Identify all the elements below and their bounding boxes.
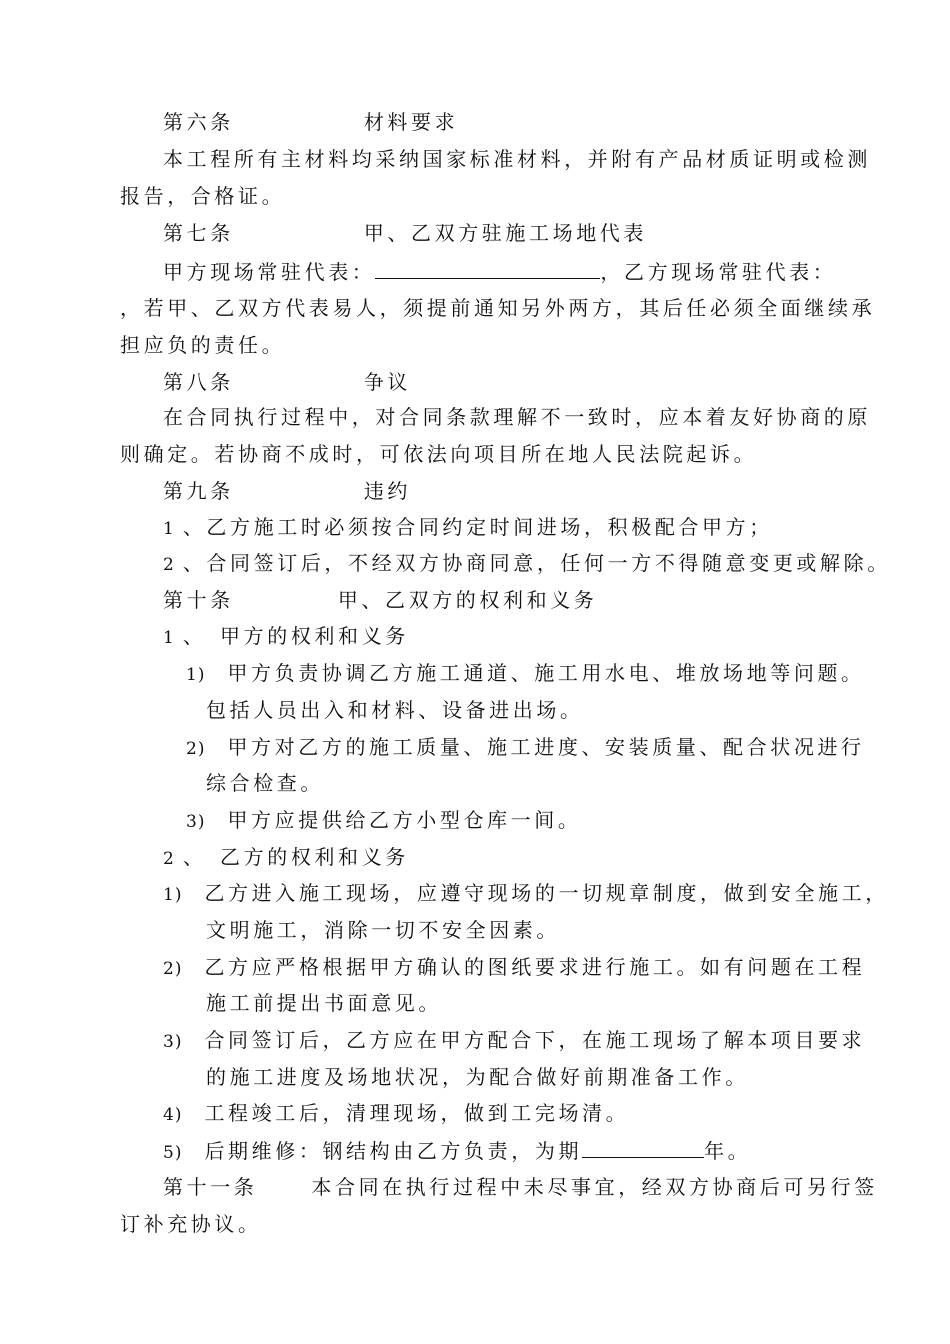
- article8-paragraph-line2: 则确定。若协商不成时，可依法向项目所在地人民法院起诉。: [120, 442, 758, 466]
- article7-heading: 第七条: [163, 221, 234, 245]
- partB-number: 2: [163, 849, 175, 869]
- article11-line1: [163, 1175, 878, 1199]
- article9-heading-line: [163, 479, 411, 503]
- partA-title: 、 甲方的权利和义务: [182, 624, 409, 648]
- article11-text1: 本合同在执行过程中未尽事宜，经双方协商后可另行签: [311, 1175, 878, 1199]
- partA-number: 1: [163, 628, 175, 648]
- a1-line2: 包括人员出入和材料、设备进出场。: [206, 698, 584, 722]
- b2-text1: 乙方应严格根据甲方确认的图纸要求进行施工。如有问题在工程: [204, 955, 866, 979]
- a1-number: 1): [186, 665, 206, 685]
- a1-line1: [186, 661, 865, 687]
- a3-text1: 甲方应提供给乙方小型仓库一间。: [227, 808, 582, 832]
- article9-item1-number: 1: [163, 519, 175, 539]
- article6-heading-line: [163, 110, 458, 134]
- article6-heading: 第六条: [163, 110, 234, 134]
- a1-text1: 甲方负责协调乙方施工通道、施工用水电、堆放场地等问题。: [227, 661, 865, 685]
- article10-title: 甲、乙双方的权利和义务: [337, 588, 598, 612]
- b3-line2: 的施工进度及场地状况，为配合做好前期准备工作。: [206, 1065, 749, 1089]
- b1-line2: 文明施工，消除一切不安全因素。: [206, 918, 560, 942]
- b4-text1: 工程竣工后，清理现场，做到工完场清。: [204, 1101, 630, 1125]
- article10-heading: 第十条: [163, 588, 234, 612]
- b2-line2: 施工前提出书面意见。: [206, 991, 442, 1015]
- article8-heading-line: [163, 370, 411, 394]
- b5-line1: [163, 1138, 751, 1165]
- article9-item2-text: 、合同签订后，不经双方协商同意，任何一方不得随意变更或解除。: [182, 551, 891, 575]
- article8-title: 争议: [363, 370, 412, 394]
- b3-number: 3): [163, 1032, 183, 1052]
- article7-heading-line: [163, 221, 647, 245]
- article10-partA-title-line: [163, 624, 409, 650]
- b1-number: 1): [163, 885, 183, 905]
- article7-paragraph-line2: ，若甲、乙双方代表易人，须提前通知另外两方，其后任必须全面继续承: [120, 296, 876, 320]
- a2-text1: 甲方对乙方的施工质量、施工进度、安装质量、配合状况进行: [227, 735, 865, 759]
- partB-title: 、 乙方的权利和义务: [182, 845, 409, 869]
- a3-number: 3): [186, 812, 206, 832]
- b4-line1: [163, 1101, 629, 1127]
- article9-item1: [163, 515, 773, 541]
- article9-item2: [163, 551, 891, 577]
- rep-a-label: 甲方现场常驻代表：: [163, 260, 376, 284]
- a3-line1: [186, 808, 581, 834]
- rep-b-label: ，乙方现场常驻代表：: [600, 260, 837, 284]
- a2-line2: 综合检查。: [206, 771, 324, 795]
- article9-item2-number: 2: [163, 555, 175, 575]
- article7-title: 甲、乙双方驻施工场地代表: [363, 221, 648, 245]
- b5-number: 5): [163, 1143, 183, 1163]
- article9-heading: 第九条: [163, 479, 234, 503]
- article7-paragraph-line3: 担应负的责任。: [120, 333, 286, 357]
- maintenance-years-blank: [582, 1138, 704, 1158]
- article6-paragraph-line2: 报告，合格证。: [120, 184, 286, 208]
- article6-title: 材料要求: [363, 110, 459, 134]
- b4-number: 4): [163, 1105, 183, 1125]
- b2-line1: [163, 955, 865, 981]
- article8-heading: 第八条: [163, 370, 234, 394]
- b3-text1: 合同签订后，乙方应在甲方配合下，在施工现场了解本项目要求: [204, 1028, 866, 1052]
- article6-paragraph-line1: 本工程所有主材料均采纳国家标准材料，并附有产品材质证明或检测: [163, 147, 871, 171]
- article9-item1-text: 、乙方施工时必须按合同约定时间进场，积极配合甲方；: [182, 515, 773, 539]
- article10-partB-title-line: [163, 845, 409, 871]
- b2-number: 2): [163, 959, 183, 979]
- article11-line2: 订补充协议。: [120, 1212, 262, 1236]
- b1-line1: [163, 881, 889, 907]
- article11-heading: 第十一条: [163, 1175, 258, 1199]
- rep-a-blank: [375, 259, 600, 279]
- article8-paragraph-line1: 在合同执行过程中，对合同条款理解不一致时，应本着友好协商的原: [163, 405, 871, 429]
- b5-suffix: 年。: [704, 1139, 752, 1163]
- b1-text1: 乙方进入施工现场，应遵守现场的一切规章制度，做到安全施工，: [204, 881, 889, 905]
- a2-number: 2): [186, 739, 206, 759]
- article7-reps-line: [163, 259, 836, 284]
- article9-title: 违约: [363, 479, 412, 503]
- article10-heading-line: [163, 588, 597, 612]
- b3-line1: [163, 1028, 865, 1054]
- a2-line1: [186, 735, 865, 761]
- b5-label: 后期维修：钢结构由乙方负责，为期: [204, 1139, 583, 1163]
